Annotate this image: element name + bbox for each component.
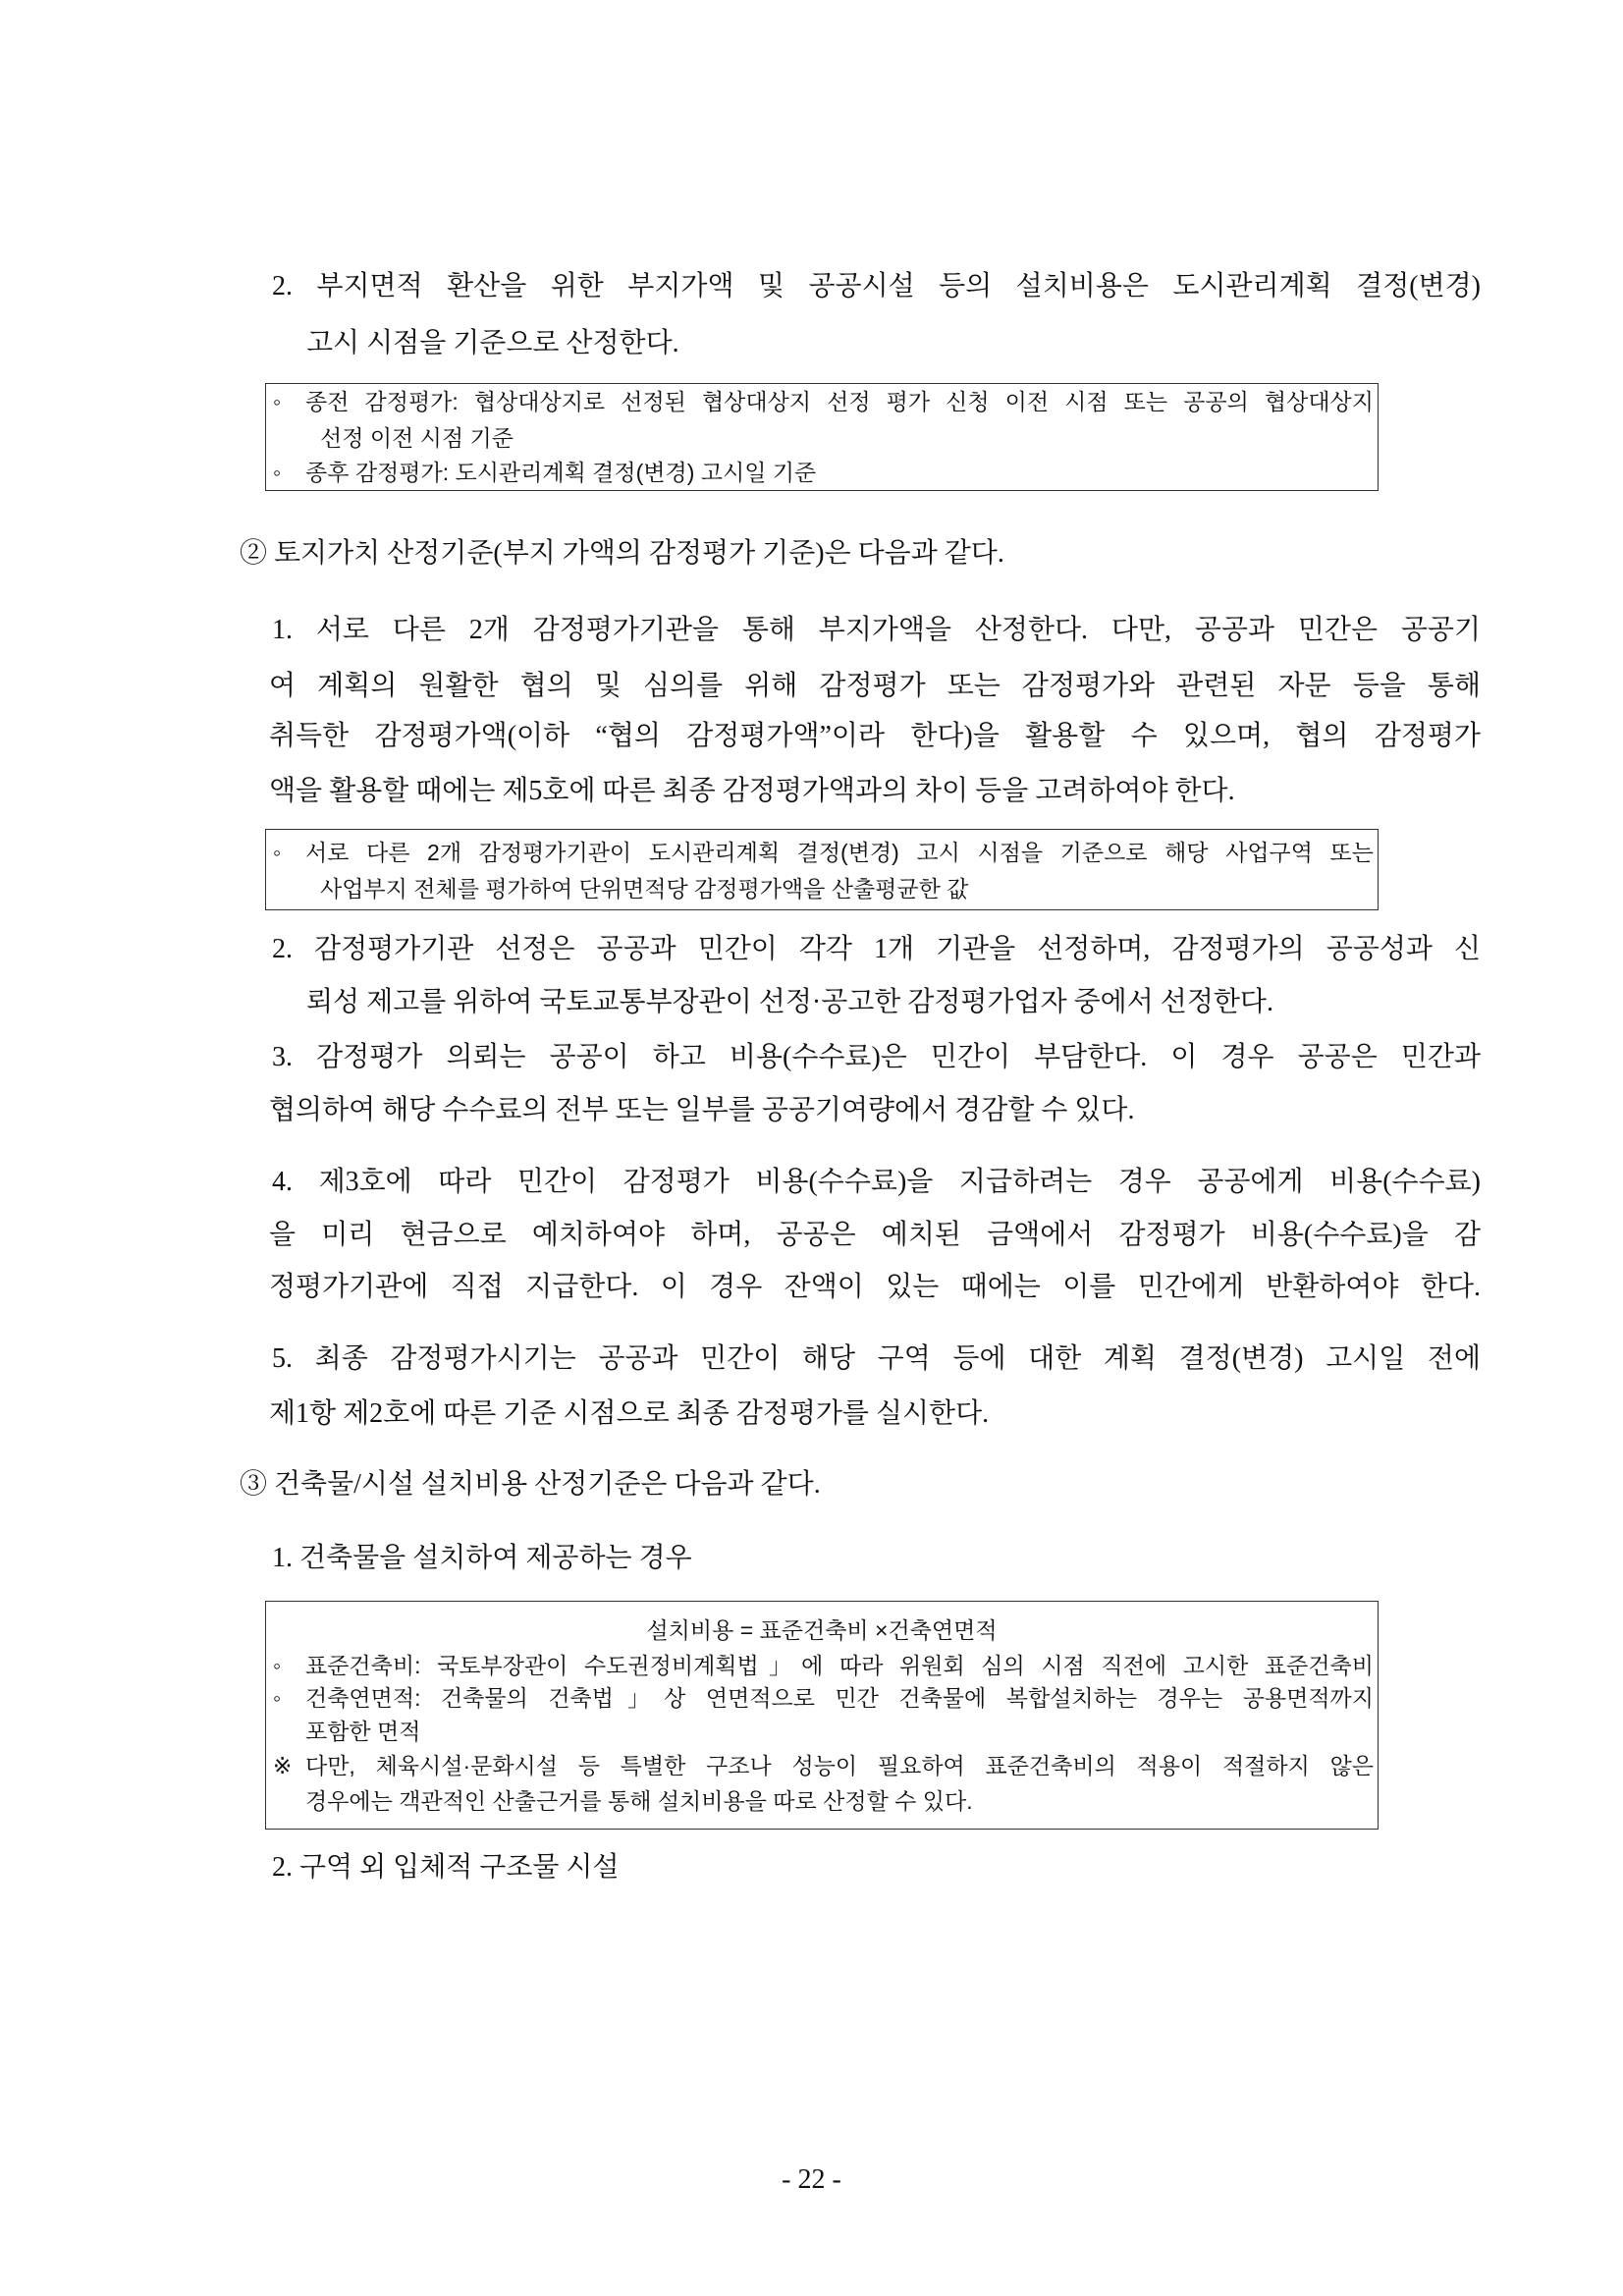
note-line: 경우에는 객관적인 산출근거를 통해 설치비용을 따로 산정할 수 있다.: [305, 1788, 973, 1814]
paragraph-line: 제1항 제2호에 따른 기준 시점으로 최종 감정평가를 실시한다.: [269, 1398, 990, 1429]
note-box: [265, 1601, 1379, 1830]
paragraph-line: 협의하여 해당 수수료의 전부 또는 일부를 공공기여량에서 경감할 수 있다.: [269, 1095, 1135, 1125]
note-line: 서로 다른 2개 감정평가기관이 도시관리계획 결정(변경) 고시 시점을 기준으로 해당 사업구역 또는: [305, 840, 1374, 865]
note-line: 포함한 면적: [305, 1719, 421, 1744]
paragraph-line: 1. 서로 다른 2개 감정평가기관을 통해 부지가액을 산정한다. 다만, 공공과 민간은 공공기: [272, 615, 1481, 645]
section-heading: ③ 건축물/시설 설치비용 산정기준은 다음과 같다.: [240, 1469, 821, 1500]
bullet-marker: ◦: [273, 460, 282, 485]
paragraph-line: 을 미리 현금으로 예치하여야 하며, 공공은 예치된 금액에서 감정평가 비용(수수료)을 감: [269, 1220, 1481, 1250]
bullet-marker: ◦: [273, 840, 282, 865]
paragraph-line: 2. 구역 외 입체적 구조물 시설: [272, 1852, 620, 1883]
reference-mark: ※: [273, 1753, 293, 1778]
section-heading: ② 토지가치 산정기준(부지 가액의 감정평가 기준)은 다음과 같다.: [240, 538, 1004, 569]
bullet-marker: ◦: [273, 1685, 282, 1711]
note-line: 종후 감정평가: 도시관리계획 결정(변경) 고시일 기준: [305, 460, 817, 485]
paragraph-line: 여 계획의 원활한 협의 및 심의를 위해 감정평가 또는 감정평가와 관련된 자문 등을 통해: [269, 671, 1481, 701]
paragraph-line: 뢰성 제고를 위하여 국토교통부장관이 선정·공고한 감정평가업자 중에서 선정한다.: [306, 987, 1273, 1017]
note-line: 표준건축비: 국토부장관이 수도권정비계획법」에 따라 위원회 심의 시점 직전에 고시한 표준건축비: [305, 1653, 1374, 1678]
note-line: 다만, 체육시설·문화시설 등 특별한 구조나 성능이 필요하여 표준건축비의 적용이 적절하지 않은: [305, 1753, 1374, 1778]
note-line: 선정 이전 시점 기준: [320, 425, 514, 451]
paragraph-line: 5. 최종 감정평가시기는 공공과 민간이 해당 구역 등에 대한 계획 결정(변경) 고시일 전에: [272, 1343, 1481, 1374]
paragraph-line: 2. 감정평가기관 선정은 공공과 민간이 각각 1개 기관을 선정하며, 감정평가의 공공성과 신: [272, 934, 1481, 964]
paragraph-line: 고시 시점을 기준으로 산정한다.: [306, 328, 679, 358]
paragraph-line: 3. 감정평가 의뢰는 공공이 하고 비용(수수료)은 민간이 부담한다. 이 경우 공공은 민간과: [272, 1042, 1481, 1072]
paragraph-line: 2. 부지면적 환산을 위한 부지가액 및 공공시설 등의 설치비용은 도시관리계획 결정(변경): [272, 271, 1481, 301]
paragraph-line: 4. 제3호에 따라 민간이 감정평가 비용(수수료)을 지급하려는 경우 공공에게 비용(수수료): [272, 1167, 1481, 1197]
note-line: 건축연면적: 건축물의 건축법」상 연면적으로 민간 건축물에 복합설치하는 경우는 공용면적까지: [305, 1685, 1374, 1711]
page-number: - 22 -: [782, 2164, 841, 2195]
bullet-marker: ◦: [273, 1653, 282, 1678]
note-box: [265, 383, 1379, 491]
bullet-marker: ◦: [273, 389, 282, 414]
note-line: 사업부지 전체를 평가하여 단위면적당 감정평가액을 산출평균한 값: [320, 876, 969, 902]
paragraph-line: 액을 활용할 때에는 제5호에 따른 최종 감정평가액과의 차이 등을 고려하여야 한다.: [269, 776, 1235, 806]
formula: 설치비용 = 표준건축비 ×건축연면적: [646, 1617, 998, 1643]
note-box: [265, 829, 1379, 910]
paragraph-line: 1. 건축물을 설치하여 제공하는 경우: [272, 1543, 692, 1573]
paragraph-line: 취득한 감정평가액(이하 “협의 감정평가액”이라 한다)을 활용할 수 있으며, 협의 감정평가: [269, 721, 1481, 751]
paragraph-line: 정평가기관에 직접 지급한다. 이 경우 잔액이 있는 때에는 이를 민간에게 반환하여야 한다.: [269, 1272, 1481, 1302]
note-line: 종전 감정평가: 협상대상지로 선정된 협상대상지 선정 평가 신청 이전 시점 또는 공공의 협상대상지: [305, 389, 1374, 414]
